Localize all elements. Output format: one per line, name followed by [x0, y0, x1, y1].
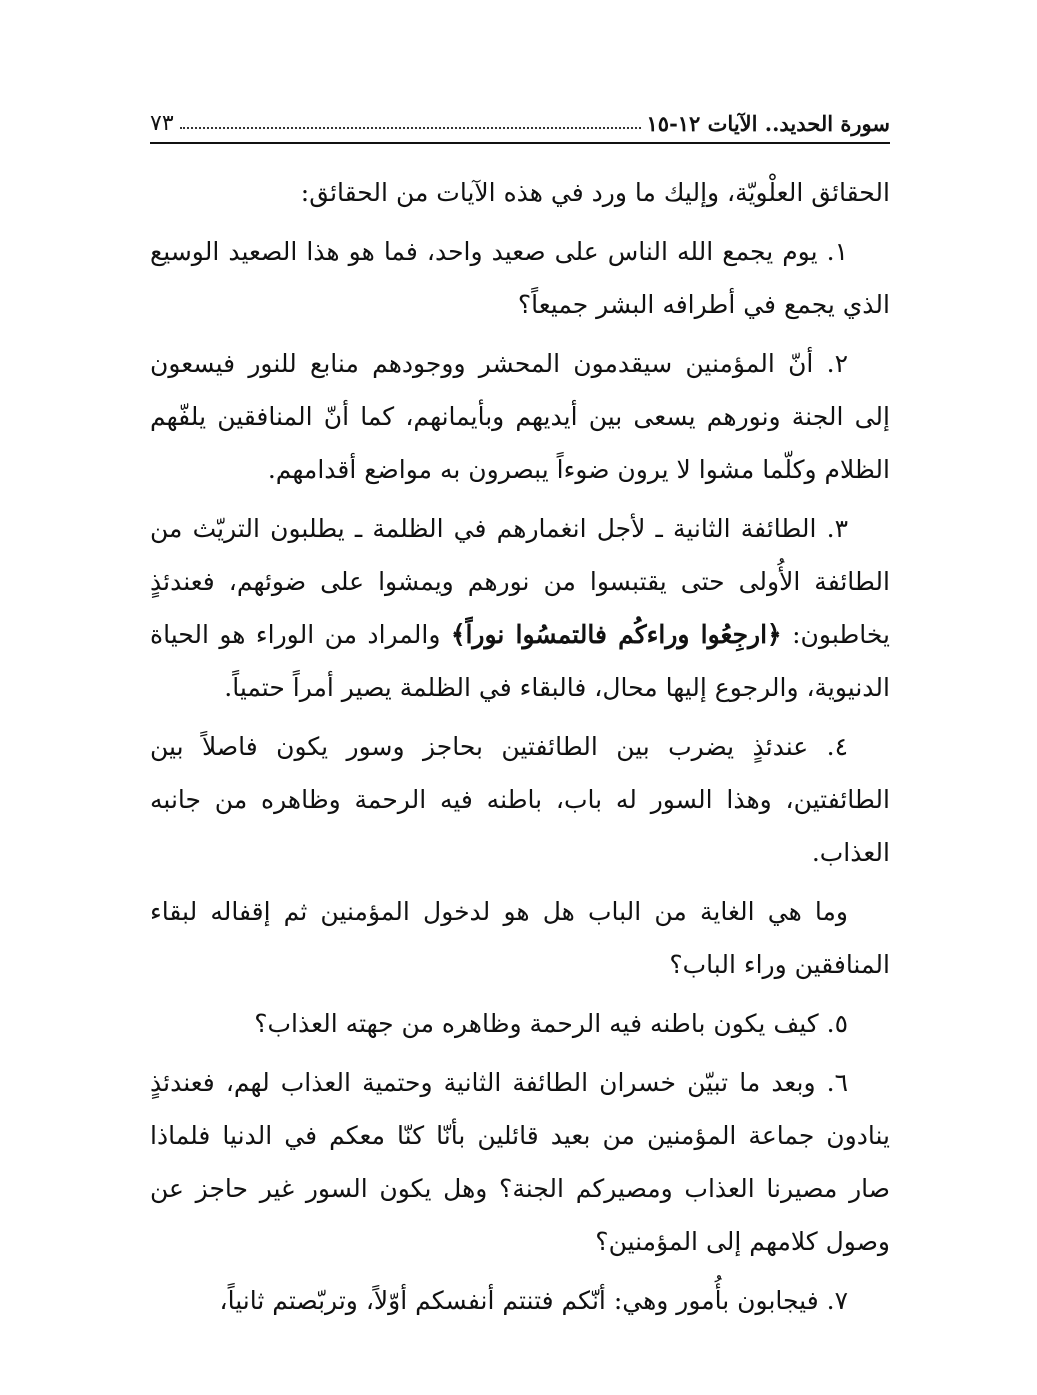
- paragraph-point-3: [150, 502, 890, 714]
- book-page: [150, 88, 890, 1333]
- page-number: ٧٣: [150, 111, 174, 136]
- header-dot-leader: [180, 127, 641, 129]
- body-text: [150, 166, 890, 1327]
- paragraph-point-6: ٦. وبعد ما تبيّن خسران الطائفة الثانية وحتمية العذاب لهم، فعندئذٍ ينادون جماعة المؤمنين من بعيد قائلين بأنّا كنّا معكم في الدنيا فلماذا صار مصيرنا العذاب ومصيركم الجنة؟ وهل يكون السور غير حاجز عن وصول كلامهم إلى المؤمنين؟: [150, 1068, 890, 1256]
- quran-verse: ﴿ارجِعُوا وراءكُم فالتمسُوا نوراً﴾: [450, 620, 782, 649]
- paragraph-question: وما هي الغاية من الباب هل هو لدخول المؤمنين ثم إقفاله لبقاء المنافقين وراء الباب؟: [150, 897, 890, 979]
- running-header: [150, 88, 890, 144]
- paragraph-point-2: ٢. أنّ المؤمنين سيقدمون المحشر ووجودهم منابع للنور فيسعون إلى الجنة ونورهم يسعى بين أيديهم وبأيمانهم، كما أنّ المنافقين يلفّهم الظلام وكلّما مشوا لا يرون ضوءاً يبصرون به مواضع أقدامهم.: [150, 349, 890, 484]
- paragraph-point-5: ٥. كيف يكون باطنه فيه الرحمة وظاهره من جهته العذاب؟: [254, 1009, 848, 1038]
- paragraph-point-3-after: والمراد من الوراء هو الحياة الدنيوية، والرجوع إليها محال، فالبقاء في الظلمة يصير أمراً حتمياً.: [150, 620, 890, 702]
- paragraph-point-7: ٧. فيجابون بأُمور وهي: أنّكم فتنتم أنفسكم أوّلاً، وتربّصتم ثانياً،: [219, 1286, 848, 1315]
- paragraph-point-1: ١. يوم يجمع الله الناس على صعيد واحد، فما هو هذا الصعيد الوسيع الذي يجمع في أطرافه البشر جميعاً؟: [150, 237, 890, 319]
- paragraph-point-3-before: ٣. الطائفة الثانية ـ لأجل انغمارهم في الظلمة ـ يطلبون التريّث من الطائفة الأُولى حتى يقتبسوا من نورهم ويمشوا على ضوئهم، فعندئذٍ يخاطبون:: [150, 514, 890, 649]
- paragraph-intro: الحقائق العلْويّة، وإليك ما ورد في هذه الآيات من الحقائق:: [300, 178, 890, 207]
- paragraph-point-4: ٤. عندئذٍ يضرب بين الطائفتين بحاجز وسور يكون فاصلاً بين الطائفتين، وهذا السور له باب، باطنه فيه الرحمة وظاهره من جانبه العذاب.: [150, 732, 890, 867]
- header-title: سورة الحديد.. الآيات ١٢-١٥: [646, 111, 890, 136]
